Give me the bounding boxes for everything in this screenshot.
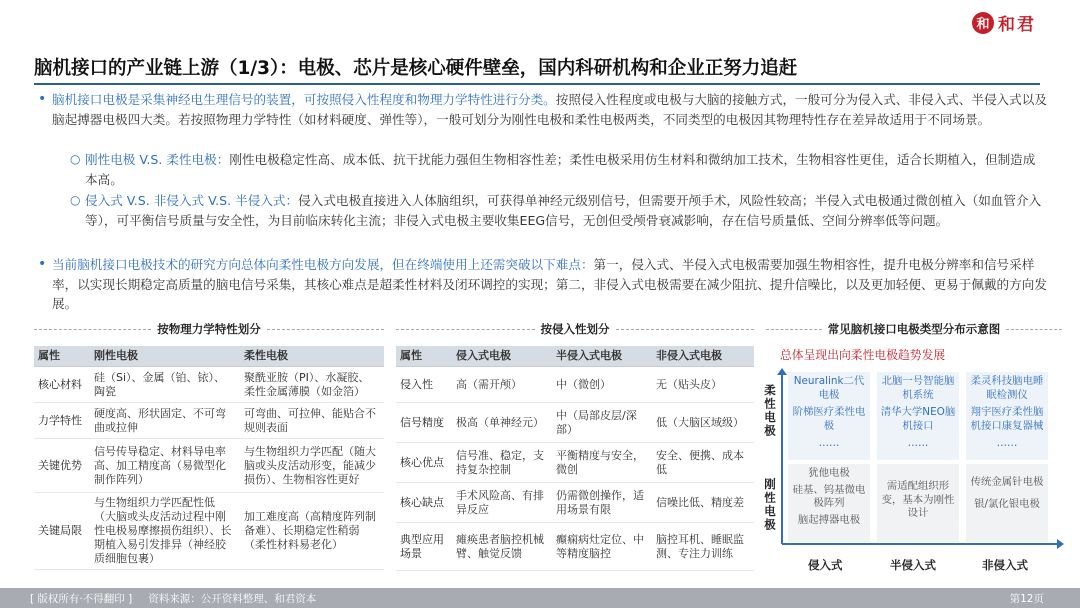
brand-logo (972, 10, 1036, 35)
cell-semi-invasive-flexible (877, 372, 959, 460)
cell-item: 传统金属针电极 (970, 476, 1044, 488)
matrix-title: 常见脑机接口电极类型分布示意图 (827, 322, 1001, 336)
table-row (396, 367, 754, 403)
table-row (34, 367, 384, 403)
ring-bullet-icon: ○ (70, 193, 81, 207)
table-header: 刚性电极 (90, 346, 240, 367)
table-row (396, 483, 754, 523)
sub-point-highlight: 侵入式 V.S. 非侵入式 V.S. 半侵入式： (85, 193, 299, 208)
sub-point-invasiveness (70, 191, 1045, 230)
table-cell: 硬度高、形状固定、不可弯曲或拉伸 (90, 403, 240, 439)
table-cell: 仍需微创操作，适用场景有限 (552, 483, 652, 523)
table-header: 柔性电极 (240, 346, 384, 367)
y-axis-arrow (781, 374, 783, 544)
cell-semi-invasive-rigid (877, 464, 959, 542)
table-cell: 与生物组织力学匹配（随大脑或头皮活动形变，能减少损伤）、生物相容性更好 (240, 439, 384, 493)
copyright-notice: [ 版权所有·不得翻印 ] (30, 592, 133, 605)
table-row (34, 403, 384, 439)
table-cell: 高（需开颅） (452, 367, 552, 403)
sub-point-text: 侵入式电极直接进入人体脑组织，可获得单神经元级别信号，但需要开颅手术，风险性较高；半侵入式电极通过微创植入（如血管介入等），可平衡信号质量与安全性，为目前临床转化主流；非侵入式电极主要收集EEG信号，无创但受颅骨衰减影响，存在信号质量低、空间分辨率低等问题。 (85, 193, 1042, 228)
row-header: 关键优势 (34, 439, 90, 493)
table2-title: 按侵入性划分 (540, 322, 610, 336)
ring-bullet-icon: ○ (70, 152, 81, 166)
cell-item: 脑起搏器电极 (797, 513, 861, 526)
table-row (34, 493, 384, 570)
logo-seal-icon: 和 (972, 12, 994, 34)
table-cell: 信号准、稳定，支持复杂控制 (452, 443, 552, 483)
sub-point-rigid-vs-flexible (70, 150, 1045, 189)
trend-subtitle: 总体呈现出向柔性电极趋势发展 (780, 348, 946, 362)
table-cell: 安全、便携、成本低 (652, 443, 754, 483)
x-axis-arrow (782, 543, 1058, 545)
table2-heading (396, 321, 754, 337)
row-header: 信号精度 (396, 403, 452, 443)
x-axis-label-non-invasive: 非侵入式 (982, 558, 1028, 572)
cell-non-invasive-flexible (966, 372, 1048, 460)
page-number: 第12页 (1009, 592, 1044, 605)
cell-non-invasive-rigid (966, 464, 1048, 542)
table-cell: 加工难度高（高精度阵列制备难）、长期稳定性稍弱（柔性材料易老化） (240, 493, 384, 570)
table-cell: 癫痫病灶定位、中等精度脑控 (552, 523, 652, 571)
table1-title: 按物理力学特性划分 (157, 322, 261, 336)
cell-item: …… (907, 437, 929, 449)
physical-property-table (34, 346, 384, 570)
invasiveness-table (396, 346, 754, 571)
paragraph-text: 按照侵入性程度或电极与大脑的接触方式，一般可分为侵入式、非侵入式、半侵入式以及脑起搏器电极四大类。若按照物理力学特性（如材料硬度、弹性等），一般可划分为刚性电极和柔性电极两类，不同类型的电极因其物理特性存在差异故适用于不同场景。 (52, 92, 1047, 127)
table-cell: 瘫痪患者脑控机械臂、触觉反馈 (452, 523, 552, 571)
table-header: 非侵入式电极 (652, 346, 754, 367)
table-header: 属性 (396, 346, 452, 367)
cell-invasive-flexible (788, 372, 870, 460)
table-cell: 平衡精度与安全，微创 (552, 443, 652, 483)
table-header: 侵入式电极 (452, 346, 552, 367)
cell-item: 需适配组织形变，基本为刚性设计 (881, 480, 955, 519)
table-cell: 无（贴头皮） (652, 367, 754, 403)
row-header: 侵入性 (396, 367, 452, 403)
table-cell: 可弯曲、可拉伸、能贴合不规则表面 (240, 403, 384, 439)
table-header: 属性 (34, 346, 90, 367)
table-cell: 脑控耳机、睡眠监测、专注力训练 (652, 523, 754, 571)
table-cell: 信噪比低、精度差 (652, 483, 754, 523)
cell-item: Neuralink二代电极 (793, 375, 865, 401)
cell-invasive-rigid (788, 464, 870, 542)
table-cell: 低（大脑区域级） (652, 403, 754, 443)
table-cell: 与生物组织力学匹配性低（大脑或头皮活动过程中刚性电极易摩擦损伤组织）、长期植入易引发排异（神经胶质细胞包裹） (90, 493, 240, 570)
table-row (396, 523, 754, 571)
table-cell: 信号传导稳定、材料导电率高、加工精度高（易微型化制作阵列） (90, 439, 240, 493)
row-header: 核心缺点 (396, 483, 452, 523)
cell-item: 北脑一号智能脑机系统 (881, 375, 955, 401)
table-row (34, 439, 384, 493)
cell-item: 犹他电极 (808, 467, 850, 479)
paragraph-highlight: 脑机接口电极是采集神经电生理信号的装置，可按照侵入性程度和物理力学特性进行分类。 (52, 92, 556, 107)
title-divider (34, 83, 1040, 85)
table-cell: 聚酰亚胺（PI）、水凝胶、柔性金属薄膜（如金箔） (240, 367, 384, 403)
paragraph-research-direction (38, 255, 1052, 314)
bullet-icon: • (38, 91, 47, 107)
cell-item: 银/氯化银电极 (974, 497, 1040, 510)
page-title: 脑机接口的产业链上游（1/3）：电极、芯片是核心硬件壁垒，国内科研机构和企业正努力追赶 (34, 58, 798, 79)
source-note: 资料来源：公开资料整理、和君资本 (148, 592, 317, 605)
table1-heading (34, 321, 384, 337)
table-row (396, 443, 754, 483)
row-header: 核心材料 (34, 367, 90, 403)
electrode-distribution-diagram (762, 338, 1062, 578)
bullet-icon: • (38, 256, 47, 272)
cell-item: 清华大学NEO脑机接口 (880, 406, 956, 432)
y-axis-bottom-label: 刚性电极 (763, 478, 777, 532)
cell-item: 柔灵科技脑电睡眠检测仪 (970, 375, 1044, 401)
table-cell: 手术风险高、有排异反应 (452, 483, 552, 523)
sub-point-text: 刚性电极稳定性高、成本低、抗干扰能力强但生物相容性差；柔性电极采用仿生材料和微纳加工技术，生物相容性更佳，适合长期植入，但制造成本高。 (85, 152, 1036, 187)
cell-item: …… (996, 437, 1018, 449)
x-axis-label-semi-invasive: 半侵入式 (890, 558, 936, 572)
logo-text: 和君 (998, 15, 1036, 35)
row-header: 力学特性 (34, 403, 90, 439)
paragraph-text: 第一，侵入式、半侵入式电极需要加强生物相容性，提升电极分辨率和信号采样率，以实现长期稳定高质量的脑电信号采集，其核心难点是超柔性材料及闭环调控的实现；第二，非侵入式电极需要在减少阻抗、提升信噪比，以及更加轻便、更易于佩戴的方向发展。 (52, 257, 1047, 312)
sub-point-highlight: 刚性电极 V.S. 柔性电极： (85, 152, 230, 167)
table-header: 半侵入式电极 (552, 346, 652, 367)
x-axis-label-invasive: 侵入式 (808, 558, 843, 572)
paragraph-electrode-classification (38, 90, 1052, 129)
matrix-heading (766, 321, 1062, 337)
y-axis-top-label: 柔性电极 (763, 384, 777, 438)
table-cell: 中（局部皮层/深部） (552, 403, 652, 443)
cell-item: …… (818, 437, 840, 449)
table-cell: 中（微创） (552, 367, 652, 403)
cell-item: 硅基、钨基微电极阵列 (792, 483, 866, 509)
cell-item: 阶梯医疗柔性电极 (792, 406, 866, 432)
row-header: 关键局限 (34, 493, 90, 570)
footer-bar (0, 588, 1080, 608)
row-header: 核心优点 (396, 443, 452, 483)
row-header: 典型应用场景 (396, 523, 452, 571)
cell-item: 翔宇医疗柔性脑机接口康复器械 (970, 406, 1044, 432)
paragraph-highlight: 当前脑机接口电极技术的研究方向总体向柔性电极方向发展，但在终端使用上还需突破以下难点： (52, 257, 594, 272)
table-cell: 硅（Si）、金属（铂、铱）、陶瓷 (90, 367, 240, 403)
table-cell: 极高（单神经元） (452, 403, 552, 443)
table-row (396, 403, 754, 443)
